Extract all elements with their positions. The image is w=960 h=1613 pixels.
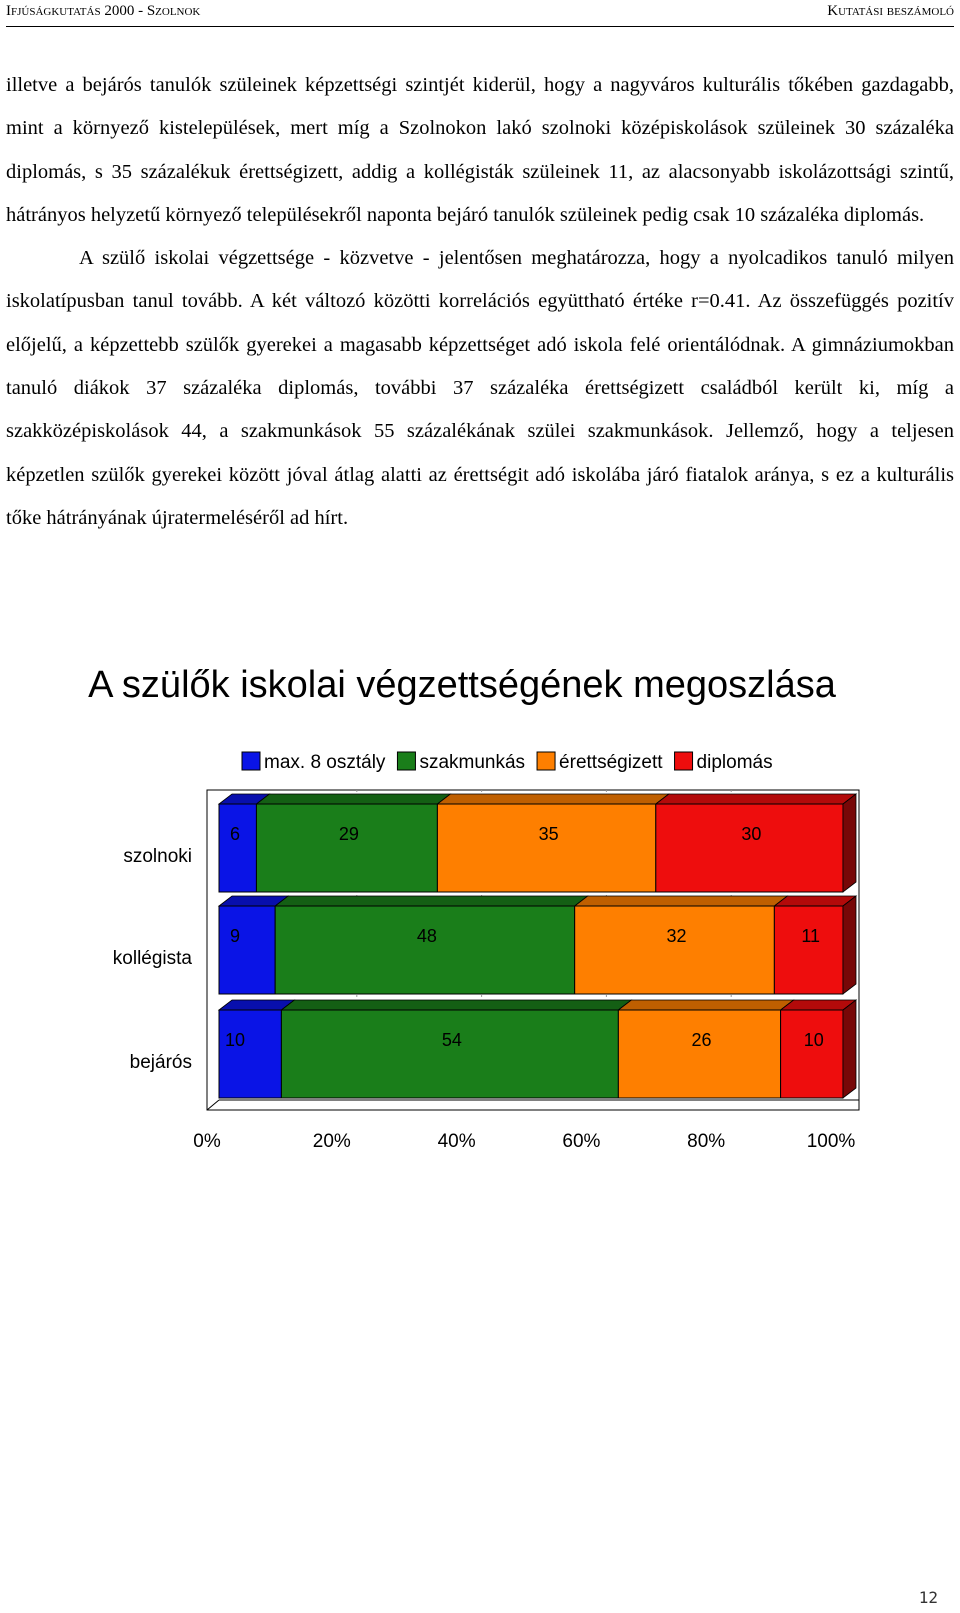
bar-segment [618, 1010, 780, 1098]
data-label: 9 [229, 926, 241, 946]
bar-top-face [774, 896, 856, 906]
bar-segment [437, 804, 655, 892]
bar-segment [219, 804, 256, 892]
body-text [6, 64, 954, 540]
bar-top-face [256, 794, 450, 804]
legend-label: érettségizett [559, 752, 663, 773]
bar-top-face [656, 794, 856, 804]
data-label: 26 [691, 1030, 712, 1050]
bar-segment [774, 906, 843, 994]
bar-segment [256, 804, 437, 892]
x-tick-label: 100% [806, 1131, 856, 1152]
x-tick-label: 60% [562, 1131, 601, 1152]
bar-segment [656, 804, 843, 892]
data-label: 10 [224, 1030, 246, 1050]
bar-segment [275, 906, 575, 994]
data-label: 30 [741, 824, 762, 844]
bar-top-face [575, 896, 788, 906]
page-number: 12 [918, 1588, 938, 1607]
chart-title-text: A szülők iskolai végzettségének megoszlása [88, 664, 836, 706]
legend-label: szakmunkás [419, 752, 526, 773]
bar-side-face [843, 896, 856, 994]
data-label: 10 [803, 1030, 824, 1050]
category-label: szolnoki [123, 846, 192, 867]
bar-top-face [618, 1000, 793, 1010]
header-right: Kutatási beszámoló [827, 3, 954, 19]
legend-swatch [675, 752, 693, 770]
bar-top-face [437, 794, 668, 804]
bar-side-face [843, 1000, 856, 1098]
legend-swatch [242, 752, 260, 770]
legend-swatch [397, 752, 415, 770]
paragraph: A szülő iskolai végzettsége - közvetve - jelentősen meghatározza, hogy a nyolcadikos tanuló milyen iskolatípusban tanul tovább. A két változó közötti korrelációs együttható értéke r=0.41. Az összefüggés pozitív előjelű, a képzettebb szülők gyerekei a magasabb képzettséget adó iskola felé orientálódnak. A gimnáziumokban tanuló diákok 37 százaléka diplomás, további 37 százaléka érettségizett családból került ki, míg a szakközépiskolások 44, a szakmunkások 55 százalékának szülei szakmunkások. Jellemző, hogy a teljesen képzetlen szülők gyerekei között jóval átlag alatti az érettségit adó iskolába járó fiatalok aránya, s ez a kulturális tőke hátrányának újratermeléséről ad hírt. [6, 247, 954, 529]
bar-top-face [281, 1000, 631, 1010]
bar-side-face [843, 794, 856, 892]
data-label: 48 [416, 926, 437, 946]
page-header [6, 0, 954, 27]
legend-label: max. 8 osztály [264, 752, 386, 773]
bar-segment [575, 906, 775, 994]
legend-swatch [537, 752, 555, 770]
stacked-bar-chart [0, 740, 960, 1170]
legend-label: diplomás [696, 752, 773, 773]
bar-segment [281, 1010, 618, 1098]
category-label: bejárós [129, 1052, 192, 1073]
x-tick-label: 20% [312, 1131, 351, 1152]
data-label: 6 [229, 824, 241, 844]
bar-segment [219, 1010, 281, 1098]
data-label: 54 [441, 1030, 462, 1050]
data-label: 35 [538, 824, 559, 844]
bar-segment [781, 1010, 843, 1098]
bar-top-face [275, 896, 588, 906]
bar-segment [219, 906, 275, 994]
data-label: 11 [801, 926, 821, 946]
x-tick-label: 40% [437, 1131, 476, 1152]
axis-floor-edge [207, 1100, 219, 1110]
chart-title [0, 664, 960, 707]
data-label: 29 [338, 824, 359, 844]
header-left: Ifjúságkutatás 2000 - Szolnok [6, 3, 201, 19]
x-tick-label: 0% [193, 1131, 221, 1152]
category-label: kollégista [112, 948, 192, 969]
data-label: 32 [666, 926, 687, 946]
paragraph: illetve a bejárós tanulók szüleinek képzettségi szintjét kiderül, hogy a nagyváros kulturális tőkében gazdagabb, mint a környező kistelepülések, mert míg a Szolnokon lakó szolnoki középiskolások szüleinek 30 százaléka diplomás, s 35 százalékuk érettségizett, addig a kollégisták szüleinek 11, az alacsonyabb iskolázottsági szintű, hátrányos helyzetű környező településekről naponta bejáró tanulók szüleinek pedig csak 10 százaléka diplomás. [6, 74, 954, 226]
x-tick-label: 80% [687, 1131, 726, 1152]
